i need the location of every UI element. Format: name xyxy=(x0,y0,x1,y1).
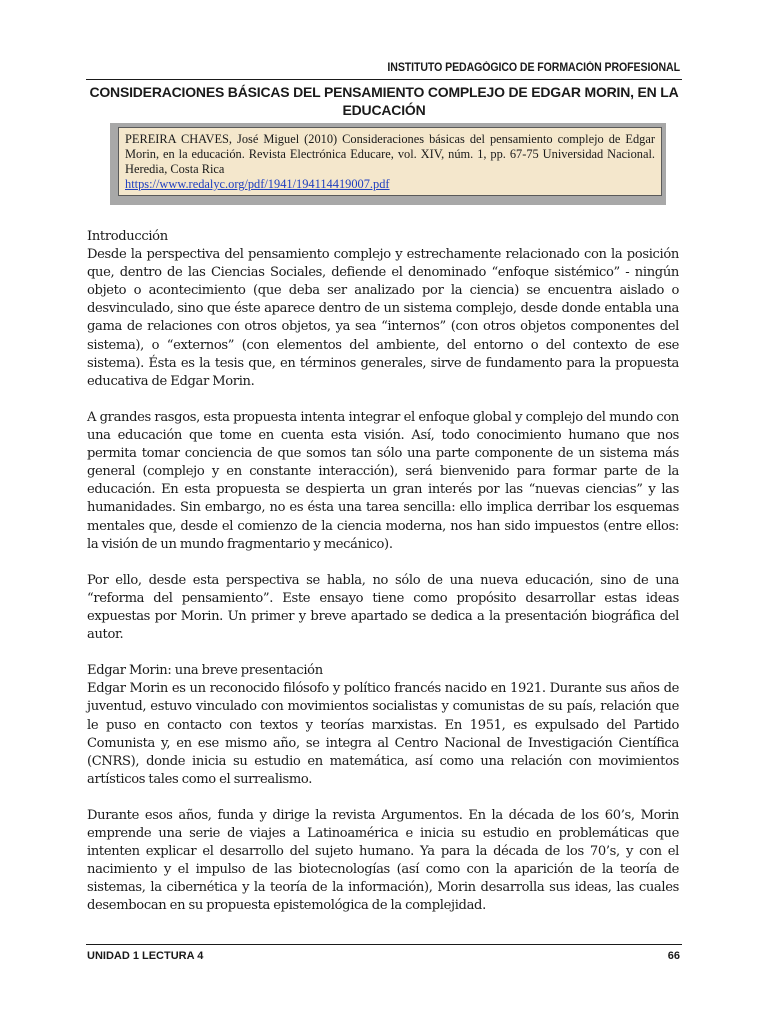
intro-paragraph-1: Desde la perspectiva del pensamiento complejo y estrechamente relacionado con la posición que, dentro de las Ciencias Sociales, defiende el denominado “enfoque sistémico” - ningún objeto o acontecimiento (que deba ser analizado por la ciencia) se encuentra aislado o desvinculado, sino que éste aparece dentro de un sistema complejo, desde donde entabla una gama de relaciones con otros objetos, ya sea “internos” (con otros objetos componentes del sistema), o “externos” (con elementos del ambiente, del entorno o del contexto de ese sistema). Ésta es la tesis que, en términos generales, sirve de fundamento para la propuesta educativa de Edgar Morin. xyxy=(87,247,679,389)
intro-paragraph-3: Por ello, desde esta perspectiva se habla, no sólo de una nueva educación, sino de una “reforma del pensamiento”. Este ensayo tiene como propósito desarrollar estas ideas expuestas por Morin. Un primer y breve apartado se dedica a la presentación biográfica del autor. xyxy=(87,572,679,643)
reference-citation: PEREIRA CHAVES, José Miguel (2010) Consideraciones básicas del pensamiento complejo de Edgar Morin, en la educación. Revista Electrónica Educare, vol. XIV, núm. 1, pp. 67-75 Universidad Nacional. Heredia, Costa Rica xyxy=(125,132,655,176)
header-institution: INSTITUTO PEDAGÓGICO DE FORMACIÓN PROFESIONAL xyxy=(387,62,680,74)
header-rule xyxy=(86,79,682,80)
footer-unit: UNIDAD 1 LECTURA 4 xyxy=(87,950,204,962)
bio-section xyxy=(87,662,679,789)
footer-rule xyxy=(86,944,682,945)
body-text xyxy=(87,228,679,934)
intro-heading: Introducción xyxy=(87,229,168,244)
reference-link[interactable]: https://www.redalyc.org/pdf/1941/194114419007.pdf xyxy=(125,177,390,191)
bio-heading: Edgar Morin: una breve presentación xyxy=(87,663,323,679)
footer-page-number: 66 xyxy=(667,950,680,962)
bio-paragraph-1: Edgar Morin es un reconocido filósofo y político francés nacido en 1921. Durante sus años de juventud, estuvo vinculado con movimientos socialistas y comunistas de su país, relación que le puso en contacto con textos y teorías marxistas. En 1951, es expulsado del Partido Comunista y, en ese mismo año, se integra al Centro Nacional de Investigación Científica (CNRS), donde inicia su estudio en matemática, así como una relación con movimientos artísticos tales como el surrealismo. xyxy=(87,681,679,787)
document-title: CONSIDERACIONES BÁSICAS DEL PENSAMIENTO COMPLEJO DE EDGAR MORIN, EN LA EDUCACIÓN xyxy=(89,84,679,118)
bio-paragraph-2: Durante esos años, funda y dirige la revista Argumentos. En la década de los 60’s, Morin emprende una serie de viajes a Latinoamérica e inicia su estudio en problemáticas que intenten explicar el desarrollo del sujeto humano. Ya para la década de los 70’s, y con el nacimiento y el impulso de las biotecnologías (así como con la aparición de la teoría de sistemas, la cibernética y la teoría de la información), Morin desarrolla sus ideas, las cuales desembocan en su propuesta epistemológica de la complejidad. xyxy=(87,808,679,914)
intro-paragraph-2: A grandes rasgos, esta propuesta intenta integrar el enfoque global y complejo del mundo con una educación que tome en cuenta esta visión. Así, todo conocimiento humano que nos permita tomar conciencia de que somos tan sólo una parte componente de un sistema más general (complejo y en constante interacción), será bienvenido para formar parte de la educación. En esta propuesta se despierta un gran interés por las “nuevas ciencias” y las humanidades. Sin embargo, no es ésta una tarea sencilla: ello implica derribar los esquemas mentales que, desde el comienzo de la ciencia moderna, nos han sido impuestos (entre ellos: la visión de un mundo fragmentario y mecánico). xyxy=(87,409,679,552)
intro-section xyxy=(87,228,679,391)
reference-box xyxy=(118,127,662,196)
